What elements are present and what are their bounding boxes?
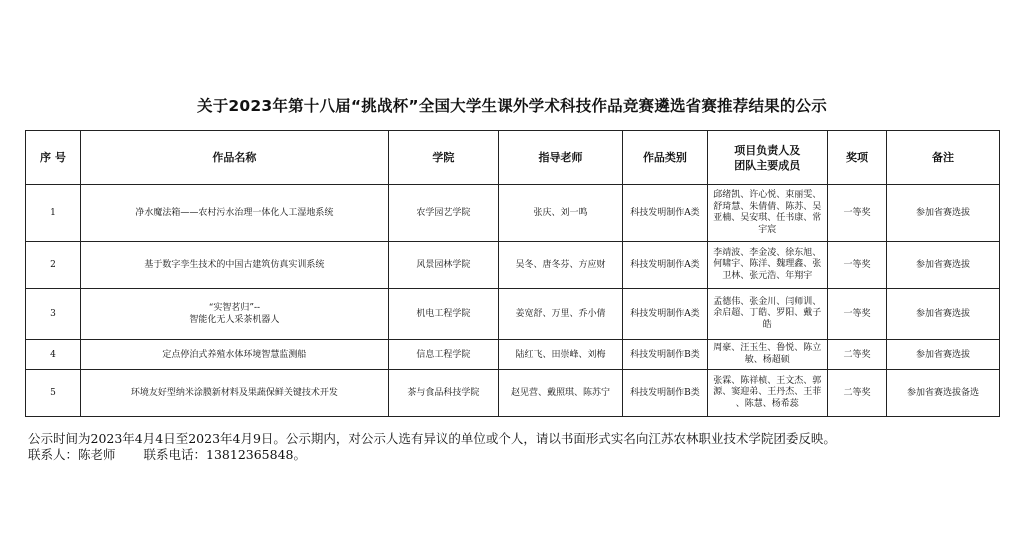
header-members-line1: 项目负责人及 xyxy=(734,143,801,157)
member-line: 孟德伟、张金川、闫师训、 xyxy=(713,296,822,307)
cell-college: 风景园林学院 xyxy=(388,242,498,289)
cell-index: 3 xyxy=(26,289,81,340)
header-index: 序 号 xyxy=(26,131,81,185)
cell-note: 参加省赛选拔 xyxy=(887,289,1000,340)
member-line: 卫林、张元浩、年翔宇 xyxy=(722,270,813,281)
cell-college: 农学园艺学院 xyxy=(388,185,498,242)
cell-note: 参加省赛选拔备选 xyxy=(887,370,1000,417)
cell-name-line1: 净水魔法箱——农村污水治理一体化人工湿地系统 xyxy=(135,208,334,218)
cell-advisor: 姜宽舒、万里、乔小倩 xyxy=(498,289,623,340)
header-name: 作品名称 xyxy=(80,131,388,185)
footer-notice xyxy=(28,431,1008,463)
header-college: 学院 xyxy=(388,131,498,185)
member-line: 亚楠、吴安琪、任书康、常 xyxy=(713,213,822,223)
contact-line xyxy=(28,447,1008,463)
results-table xyxy=(25,130,1000,417)
cell-category: 科技发明制作B类 xyxy=(623,340,707,370)
cell-members xyxy=(707,289,827,340)
cell-name xyxy=(80,340,388,370)
member-line: 邱绪凯、许心悦、束丽雯、 xyxy=(713,190,822,200)
member-line: 何啸宇、陈洋、魏理鑫、张 xyxy=(713,259,822,270)
table-row xyxy=(26,242,1000,289)
cell-category: 科技发明制作A类 xyxy=(623,289,707,340)
cell-index: 4 xyxy=(26,340,81,370)
cell-name xyxy=(80,289,388,340)
member-line: 敏、杨超硕 xyxy=(744,354,790,365)
cell-name-line2: 智能化无人采茶机器人 xyxy=(189,315,280,325)
header-members-line2: 团队主要成员 xyxy=(734,158,801,172)
cell-award: 二等奖 xyxy=(827,370,886,417)
table-row xyxy=(26,185,1000,242)
cell-members xyxy=(707,340,827,370)
cell-category: 科技发明制作A类 xyxy=(623,242,707,289)
member-line: 张霖、陈祥桢、王文杰、郭 xyxy=(713,375,822,386)
page-title: 关于2023年第十八届“挑战杯”全国大学生课外学术科技作品竞赛遴选省赛推荐结果的公示 xyxy=(197,97,827,115)
contact-person: 联系人：陈老师 xyxy=(28,447,116,462)
cell-award: 一等奖 xyxy=(827,242,886,289)
cell-advisor: 赵见营、戴照琪、陈苏宁 xyxy=(498,370,623,417)
cell-index: 5 xyxy=(26,370,81,417)
cell-index: 2 xyxy=(26,242,81,289)
cell-college: 茶与食品科技学院 xyxy=(388,370,498,417)
cell-note: 参加省赛选拔 xyxy=(887,185,1000,242)
cell-members xyxy=(707,185,827,242)
cell-name xyxy=(80,370,388,417)
member-line: 、陈慧、杨希蕊 xyxy=(735,398,799,409)
cell-name-line1: 环境友好型纳米涂膜新材料及果蔬保鲜关键技术开发 xyxy=(130,388,338,398)
notice-text: 公示时间为2023年4月4日至2023年4月9日。公示期内，对公示人选有异议的单位或个人，请以书面形式实名向江苏农林职业技术学院团委反映。 xyxy=(28,431,836,446)
table-row xyxy=(26,370,1000,417)
table-row xyxy=(26,289,1000,340)
cell-advisor: 吴冬、唐冬芬、方应财 xyxy=(498,242,623,289)
cell-college: 信息工程学院 xyxy=(388,340,498,370)
member-line: 李靖波、李金凌、徐东旭、 xyxy=(713,247,822,258)
cell-award: 一等奖 xyxy=(827,185,886,242)
member-line: 皓 xyxy=(762,319,772,330)
cell-award: 二等奖 xyxy=(827,340,886,370)
cell-name-line1: 基于数字孪生技术的中国古建筑仿真实训系统 xyxy=(144,260,325,270)
header-award: 奖项 xyxy=(827,131,886,185)
table-row xyxy=(26,340,1000,370)
member-line: 源、窦迎弟、王丹杰、王菲 xyxy=(713,387,822,398)
cell-award: 一等奖 xyxy=(827,289,886,340)
member-line: 周豪、汪玉生、鲁悦、陈立 xyxy=(713,343,822,353)
member-line: 舒琦慧、朱倩倩、陈苏、吴 xyxy=(713,201,822,212)
cell-college: 机电工程学院 xyxy=(388,289,498,340)
cell-name xyxy=(80,185,388,242)
cell-name xyxy=(80,242,388,289)
header-advisor: 指导老师 xyxy=(498,131,623,185)
cell-members xyxy=(707,242,827,289)
header-note: 备注 xyxy=(887,131,1000,185)
cell-members xyxy=(707,370,827,417)
table-header-row xyxy=(26,131,1000,185)
cell-index: 1 xyxy=(26,185,81,242)
header-members xyxy=(707,131,827,185)
cell-category: 科技发明制作A类 xyxy=(623,185,707,242)
cell-advisor: 陆红飞、田崇峰、刘梅 xyxy=(498,340,623,370)
header-category: 作品类别 xyxy=(623,131,707,185)
contact-phone: 联系电话：13812365848。 xyxy=(143,447,306,462)
cell-note: 参加省赛选拔 xyxy=(887,242,1000,289)
cell-advisor: 张庆、刘一鸣 xyxy=(498,185,623,242)
cell-name-line1: “实智茗归”-- xyxy=(208,303,261,313)
cell-category: 科技发明制作B类 xyxy=(623,370,707,417)
cell-note: 参加省赛选拔 xyxy=(887,340,1000,370)
member-line: 余启超、丁皓、罗阳、戴子 xyxy=(713,308,822,319)
cell-name-line1: 定点停泊式养殖水体环境智慧监测船 xyxy=(162,349,307,360)
member-line: 宇宸 xyxy=(758,224,777,235)
